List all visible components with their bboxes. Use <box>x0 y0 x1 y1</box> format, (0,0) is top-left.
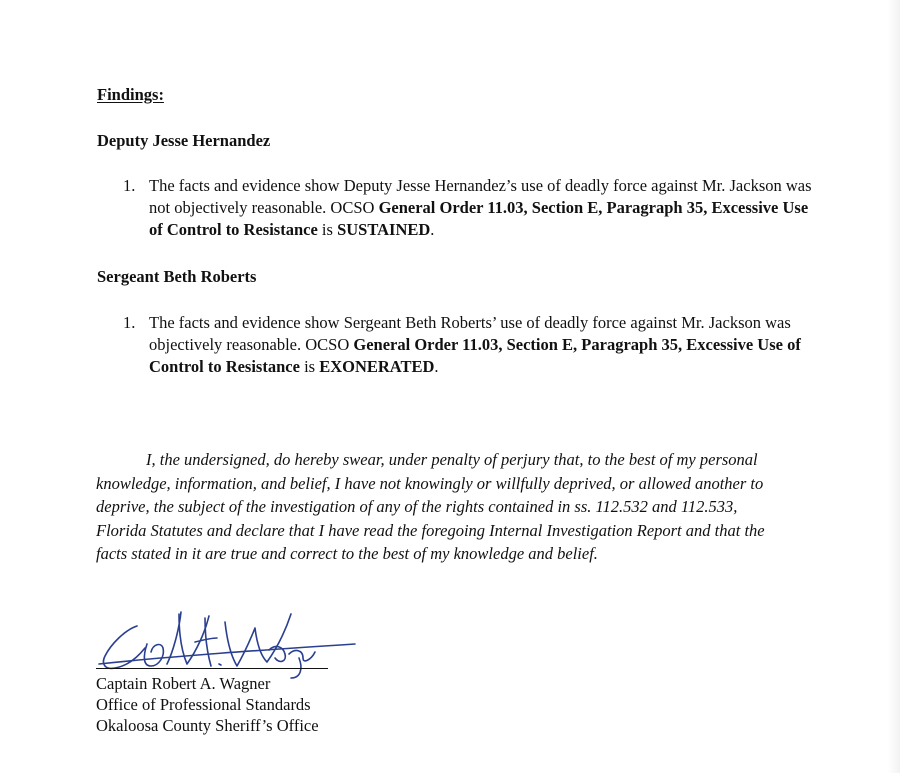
findings-heading: Findings: <box>97 85 164 104</box>
finding-connector: is <box>317 220 338 239</box>
finding-end: . <box>434 357 439 376</box>
finding-text: The facts and evidence show Deputy Jesse Hernandez’s use of deadly force against Mr. Jackson was not objectively reasonable. OCSO <box>149 176 812 217</box>
policy-reference: General Order 11.03, Section E, Paragraph 35, Excessive Use of Control to Resistance <box>149 198 809 239</box>
finding-item-hernandez <box>123 175 823 241</box>
subject-heading-roberts: Sergeant Beth Roberts <box>97 267 257 286</box>
attestation-statement: I, the undersigned, do hereby swear, under penalty of perjury that, to the best of my personal knowledge, information, and belief, I have not knowingly or willfully deprived, or allowed another to deprive, the subject of the investigation of any of the rights contained in ss. 112.532 and 112.533, Florida Statutes and declare that I have read the foregoing Internal Investigation Report and that the facts stated in it are true and correct to the best of my knowledge and belief. <box>96 450 765 563</box>
signer-name: Captain Robert A. Wagner <box>96 674 271 693</box>
signature-block <box>93 600 383 680</box>
finding-text: The facts and evidence show Sergeant Beth Roberts’ use of deadly force against Mr. Jackson was objectively reasonable. OCSO <box>149 313 791 354</box>
finding-body <box>149 312 823 378</box>
finding-item-roberts <box>123 312 823 378</box>
finding-connector: is <box>299 357 320 376</box>
subject-heading-hernandez: Deputy Jesse Hernandez <box>97 131 271 150</box>
finding-number: 1. <box>123 313 136 332</box>
policy-reference: General Order 11.03, Section E, Paragraph 35, Excessive Use of Control to Resistance <box>149 335 801 376</box>
finding-number: 1. <box>123 176 136 195</box>
signer-agency: Okaloosa County Sheriff’s Office <box>96 716 319 735</box>
page-edge-shadow <box>888 0 900 773</box>
finding-body <box>149 175 823 241</box>
finding-end: . <box>430 220 435 239</box>
signer-office: Office of Professional Standards <box>96 695 311 714</box>
finding-outcome: SUSTAINED <box>337 220 431 239</box>
signature-line <box>96 668 328 669</box>
finding-outcome: EXONERATED <box>319 357 435 376</box>
